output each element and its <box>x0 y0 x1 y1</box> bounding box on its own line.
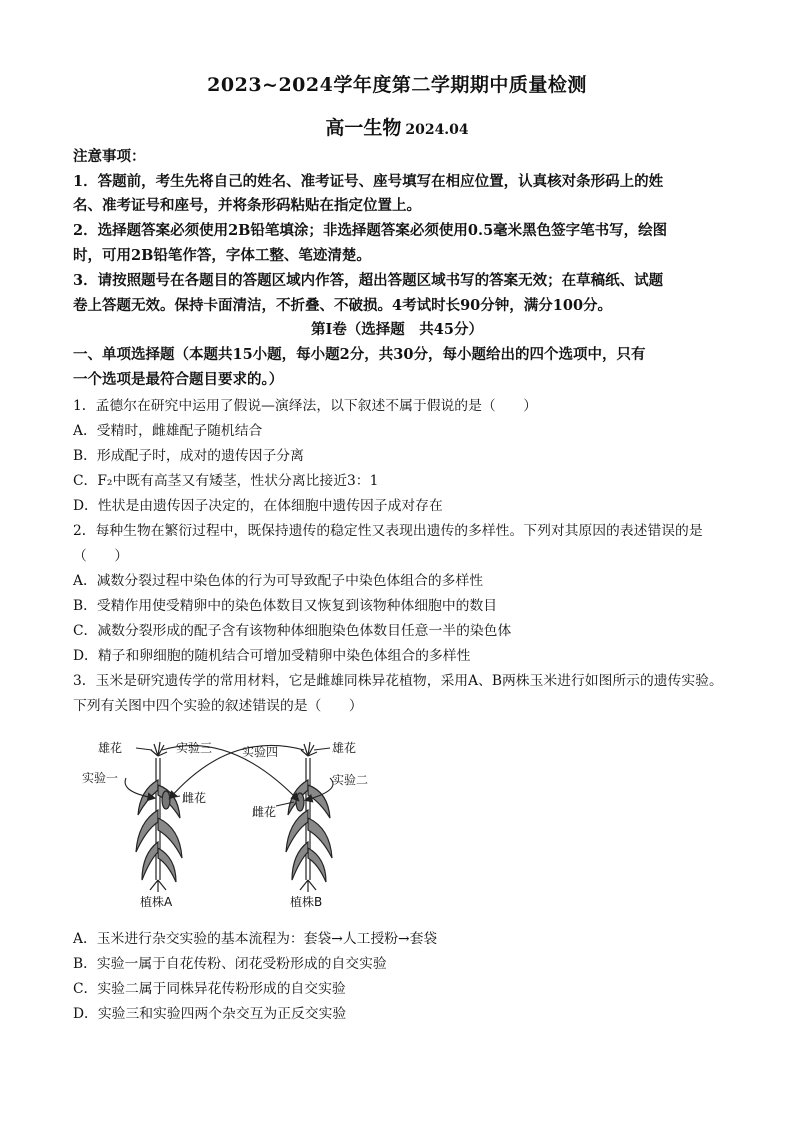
exam-title: 2023~2024学年度第二学期期中质量检测 <box>207 74 587 96</box>
notice-heading: 注意事项： <box>73 148 146 165</box>
label-female-flower-a: 雌花 <box>182 791 207 805</box>
question-1-option-a: A．受精时，雌雄配子随机结合 <box>73 423 263 439</box>
section-instruction: 一个选项是最符合题目要求的。） <box>73 371 284 388</box>
question-1-stem: 1．孟德尔在研究中运用了假说—演绎法，以下叙述不属于假说的是（ ） <box>73 398 538 414</box>
label-plant-b: 植株B <box>290 895 323 909</box>
notice-line: 卷上答题无效。保持卡面清洁，不折叠、不破损。4考试时长90分钟，满分100分。 <box>73 297 613 314</box>
section-instruction: 一、单项选择题（本题共15小题，每小题2分，共30分，每小题给出的四个选项中，只有 <box>73 346 646 363</box>
question-2-option-c: C．减数分裂形成的配子含有该物种体细胞染色体数目任意一半的染色体 <box>73 623 512 639</box>
label-exp4: 实验四 <box>242 745 279 759</box>
plant-a <box>136 742 182 892</box>
subject-name: 高一生物 <box>325 117 402 139</box>
question-3-option-b: B．实验一属于自花传粉、闭花受粉形成的自交实验 <box>73 956 387 972</box>
question-3-option-d: D．实验三和实验四两个杂交互为正反交实验 <box>73 1006 347 1022</box>
notice-line: 时，可用2B铅笔作答，字体工整、笔迹清楚。 <box>73 247 371 264</box>
question-2-option-d: D．精子和卵细胞的随机结合可增加受精卵中染色体组合的多样性 <box>73 648 471 664</box>
label-exp3: 实验三 <box>176 741 213 755</box>
question-1-option-d: D．性状是由遗传因子决定的，在体细胞中遗传因子成对存在 <box>73 498 443 514</box>
question-3-stem-cont: 下列有关图中四个实验的叙述错误的是（ ） <box>73 698 363 714</box>
question-2-stem: 2．每种生物在繁衍过程中，既保持遗传的稳定性又表现出遗传的多样性。下列对其原因的表述错误的是 <box>73 523 703 539</box>
label-male-flower-a: 雄花 <box>98 741 123 755</box>
question-2-stem-cont: （ ） <box>73 548 129 564</box>
corn-experiment-figure <box>80 730 400 915</box>
label-male-flower-b: 雄花 <box>332 741 357 755</box>
exam-date: 2024.04 <box>405 122 469 138</box>
question-3-stem: 3．玉米是研究遗传学的常用材料，它是雌雄同株异花植物，采用A、B两株玉米进行如图所示的遗传实验。 <box>73 673 723 689</box>
question-2-option-a: A．减数分裂过程中染色体的行为可导致配子中染色体组合的多样性 <box>73 573 484 589</box>
question-3-option-c: C．实验二属于同株异花传粉形成的自交实验 <box>73 981 346 997</box>
exam-subtitle <box>0 113 794 140</box>
question-1-option-c: C．F₂中既有高茎又有矮茎，性状分离比接近3：1 <box>73 473 379 489</box>
notice-line: 1．答题前，考生先将自己的姓名、准考证号、座号填写在相应位置，认真核对条形码上的姓 <box>73 173 664 190</box>
question-1-option-b: B．形成配子时，成对的遗传因子分离 <box>73 448 304 464</box>
notice-line: 3．请按照题号在各题目的答题区域内作答，超出答题区域书写的答案无效；在草稿纸、试题 <box>73 272 664 289</box>
notice-line: 名、准考证号和座号，并将条形码粘贴在指定位置上。 <box>73 197 421 214</box>
question-3-option-a: A．玉米进行杂交实验的基本流程为：套袋→人工授粉→套袋 <box>73 931 438 947</box>
notice-line: 2．选择题答案必须使用2B铅笔填涂；非选择题答案必须使用0.5毫米黑色签字笔书写，绘图 <box>73 222 668 239</box>
plant-b <box>286 742 332 892</box>
section-title: 第Ⅰ卷（选择题 共45分） <box>311 321 483 338</box>
label-exp2: 实验二 <box>332 773 369 787</box>
label-plant-a: 植株A <box>140 895 173 909</box>
question-2-option-b: B．受精作用使受精卵中的染色体数目又恢复到该物种体细胞中的数目 <box>73 598 498 614</box>
label-exp1: 实验一 <box>82 771 119 785</box>
corn-diagram <box>80 730 400 915</box>
label-female-flower-b: 雌花 <box>252 805 277 819</box>
